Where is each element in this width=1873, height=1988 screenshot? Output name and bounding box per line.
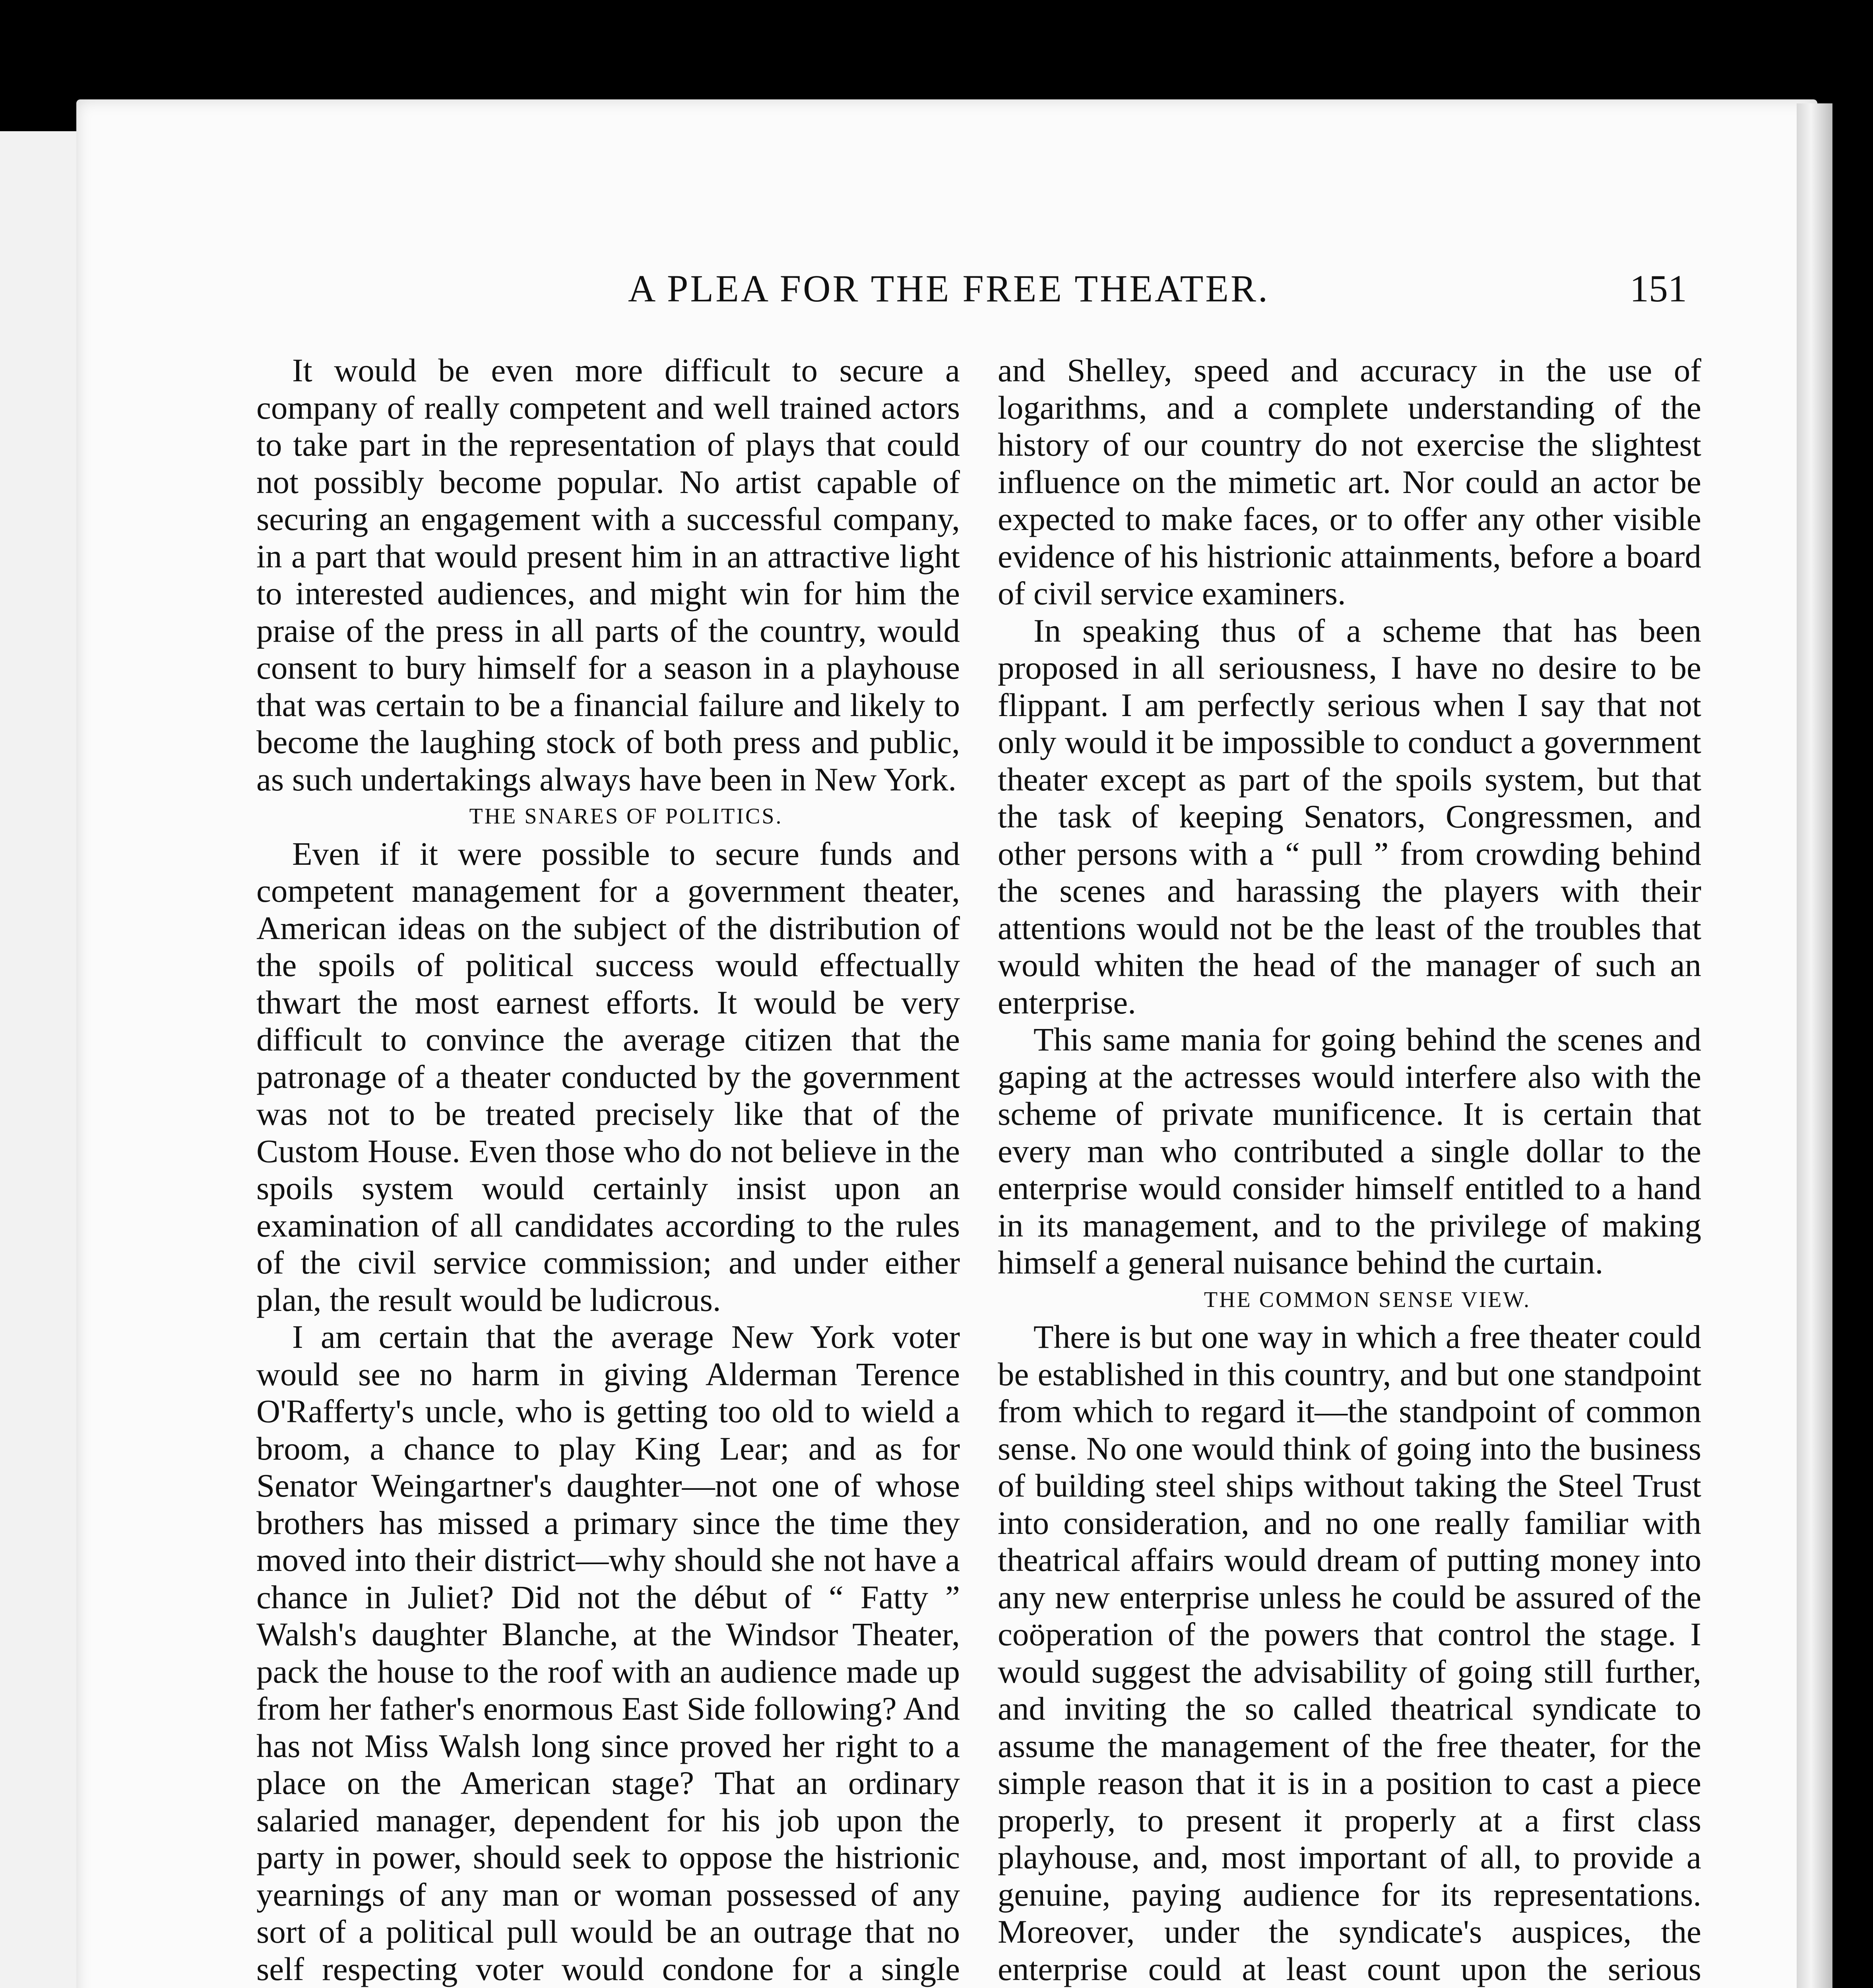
paragraph: I am certain that the average New York voter would see no harm in giving Alderman Terence O'Rafferty's uncle, who is getting too old to wield a broom, a chance to play King Lear; and as for Senator Weingartner's daughter—not one of whose brothers has missed a primary since the time they moved into their district—why should she not have a chance in Juliet? Did not the début of “ Fatty ” Walsh's daughter Blanche, at the Windsor Theater, pack the house to the roof with an audience made up from her father's enormous East Side following? And has not Miss Walsh long since proved her right to a place on the American stage? That an ordinary salaried manager, dependent for his job upon the party in power, should seek to oppose the histrionic yearnings of any man or woman possessed of any sort of a political pull would be an outrage that no self respecting voter would condone for a single (256, 1318, 960, 1987)
page-stack-edge (1797, 103, 1832, 1988)
paragraph: and Shelley, speed and accuracy in the use of logarithms, and a complete understanding of the history of our country do not exercise the slightest influence on the mimetic art. Nor could an actor be expected to make faces, or to offer any other visible evidence of his histrionic attainments, before a board of civil service examiners. (998, 352, 1701, 612)
paragraph: In speaking thus of a scheme that has been proposed in all seriousness, I have no desire to be flippant. I am perfectly serious when I say that not only would it be impossible to conduct a government theater except as part of the spoils system, but that the task of keeping Senators, Congressmen, and other persons with a “ pull ” from crowding behind the scenes and harassing the players with their attentions would not be the least of the troubles that would whiten the head of the manager of such an enterprise. (998, 612, 1701, 1021)
section-heading: THE COMMON SENSE VIEW. (1204, 1287, 1531, 1312)
paragraph: It would be even more difficult to secure a company of really competent and well trained actors to take part in the representation of plays that could not possibly become popular. No artist capable of securing an engagement with a successful company, in a part that would present him in an attractive light to interested audiences, and might win for him the praise of the press in all parts of the country, would consent to bury himself for a season in a playhouse that was certain to be a financial failure and likely to become the laughing stock of both press and public, as such undertakings always have been in New York. (256, 352, 960, 798)
section-heading: THE SNARES OF POLITICS. (469, 804, 783, 829)
page-number: 151 (1630, 267, 1687, 310)
left-column (256, 352, 960, 1988)
running-head: A PLEA FOR THE FREE THEATER. (628, 267, 1270, 310)
paragraph: This same mania for going behind the scenes and gaping at the actresses would interfere also with the scheme of private munificence. It is certain that every man who contributed a single dollar to the enterprise would consider himself entitled to a hand in its management, and to the privilege of making himself a general nuisance behind the curtain. (998, 1021, 1701, 1281)
right-column (998, 352, 1701, 1988)
paragraph: Even if it were possible to secure funds and competent management for a government theater, American ideas on the subject of the distribution of the spoils of political success would effectually thwart the most earnest efforts. It would be very difficult to convince the average citizen that the patronage of a theater conducted by the government was not to be treated precisely like that of the Custom House. Even those who do not believe in the spoils system would certainly insist upon an examination of all candidates according to the rules of the civil service commission; and under either plan, the result would be ludicrous. (256, 835, 960, 1318)
paragraph: There is but one way in which a free theater could be established in this country, and but one standpoint from which to regard it—the standpoint of common sense. No one would think of going into the business of building steel ships without taking the Steel Trust into consideration, and no one really familiar with theatrical affairs would dream of putting money into any new enterprise unless he could be assured of the coöperation of the powers that control the stage. I would suggest the advisability of going still further, and inviting the so called theatrical syndicate to assume the management of the free theater, for the simple reason that it is in a position to cast a piece properly, to present it properly at a first class playhouse, and, most important of all, to provide a genuine, paying audience for its representations. Moreover, under the syndicate's auspices, the enterprise could at least count upon the serious (998, 1318, 1701, 1987)
